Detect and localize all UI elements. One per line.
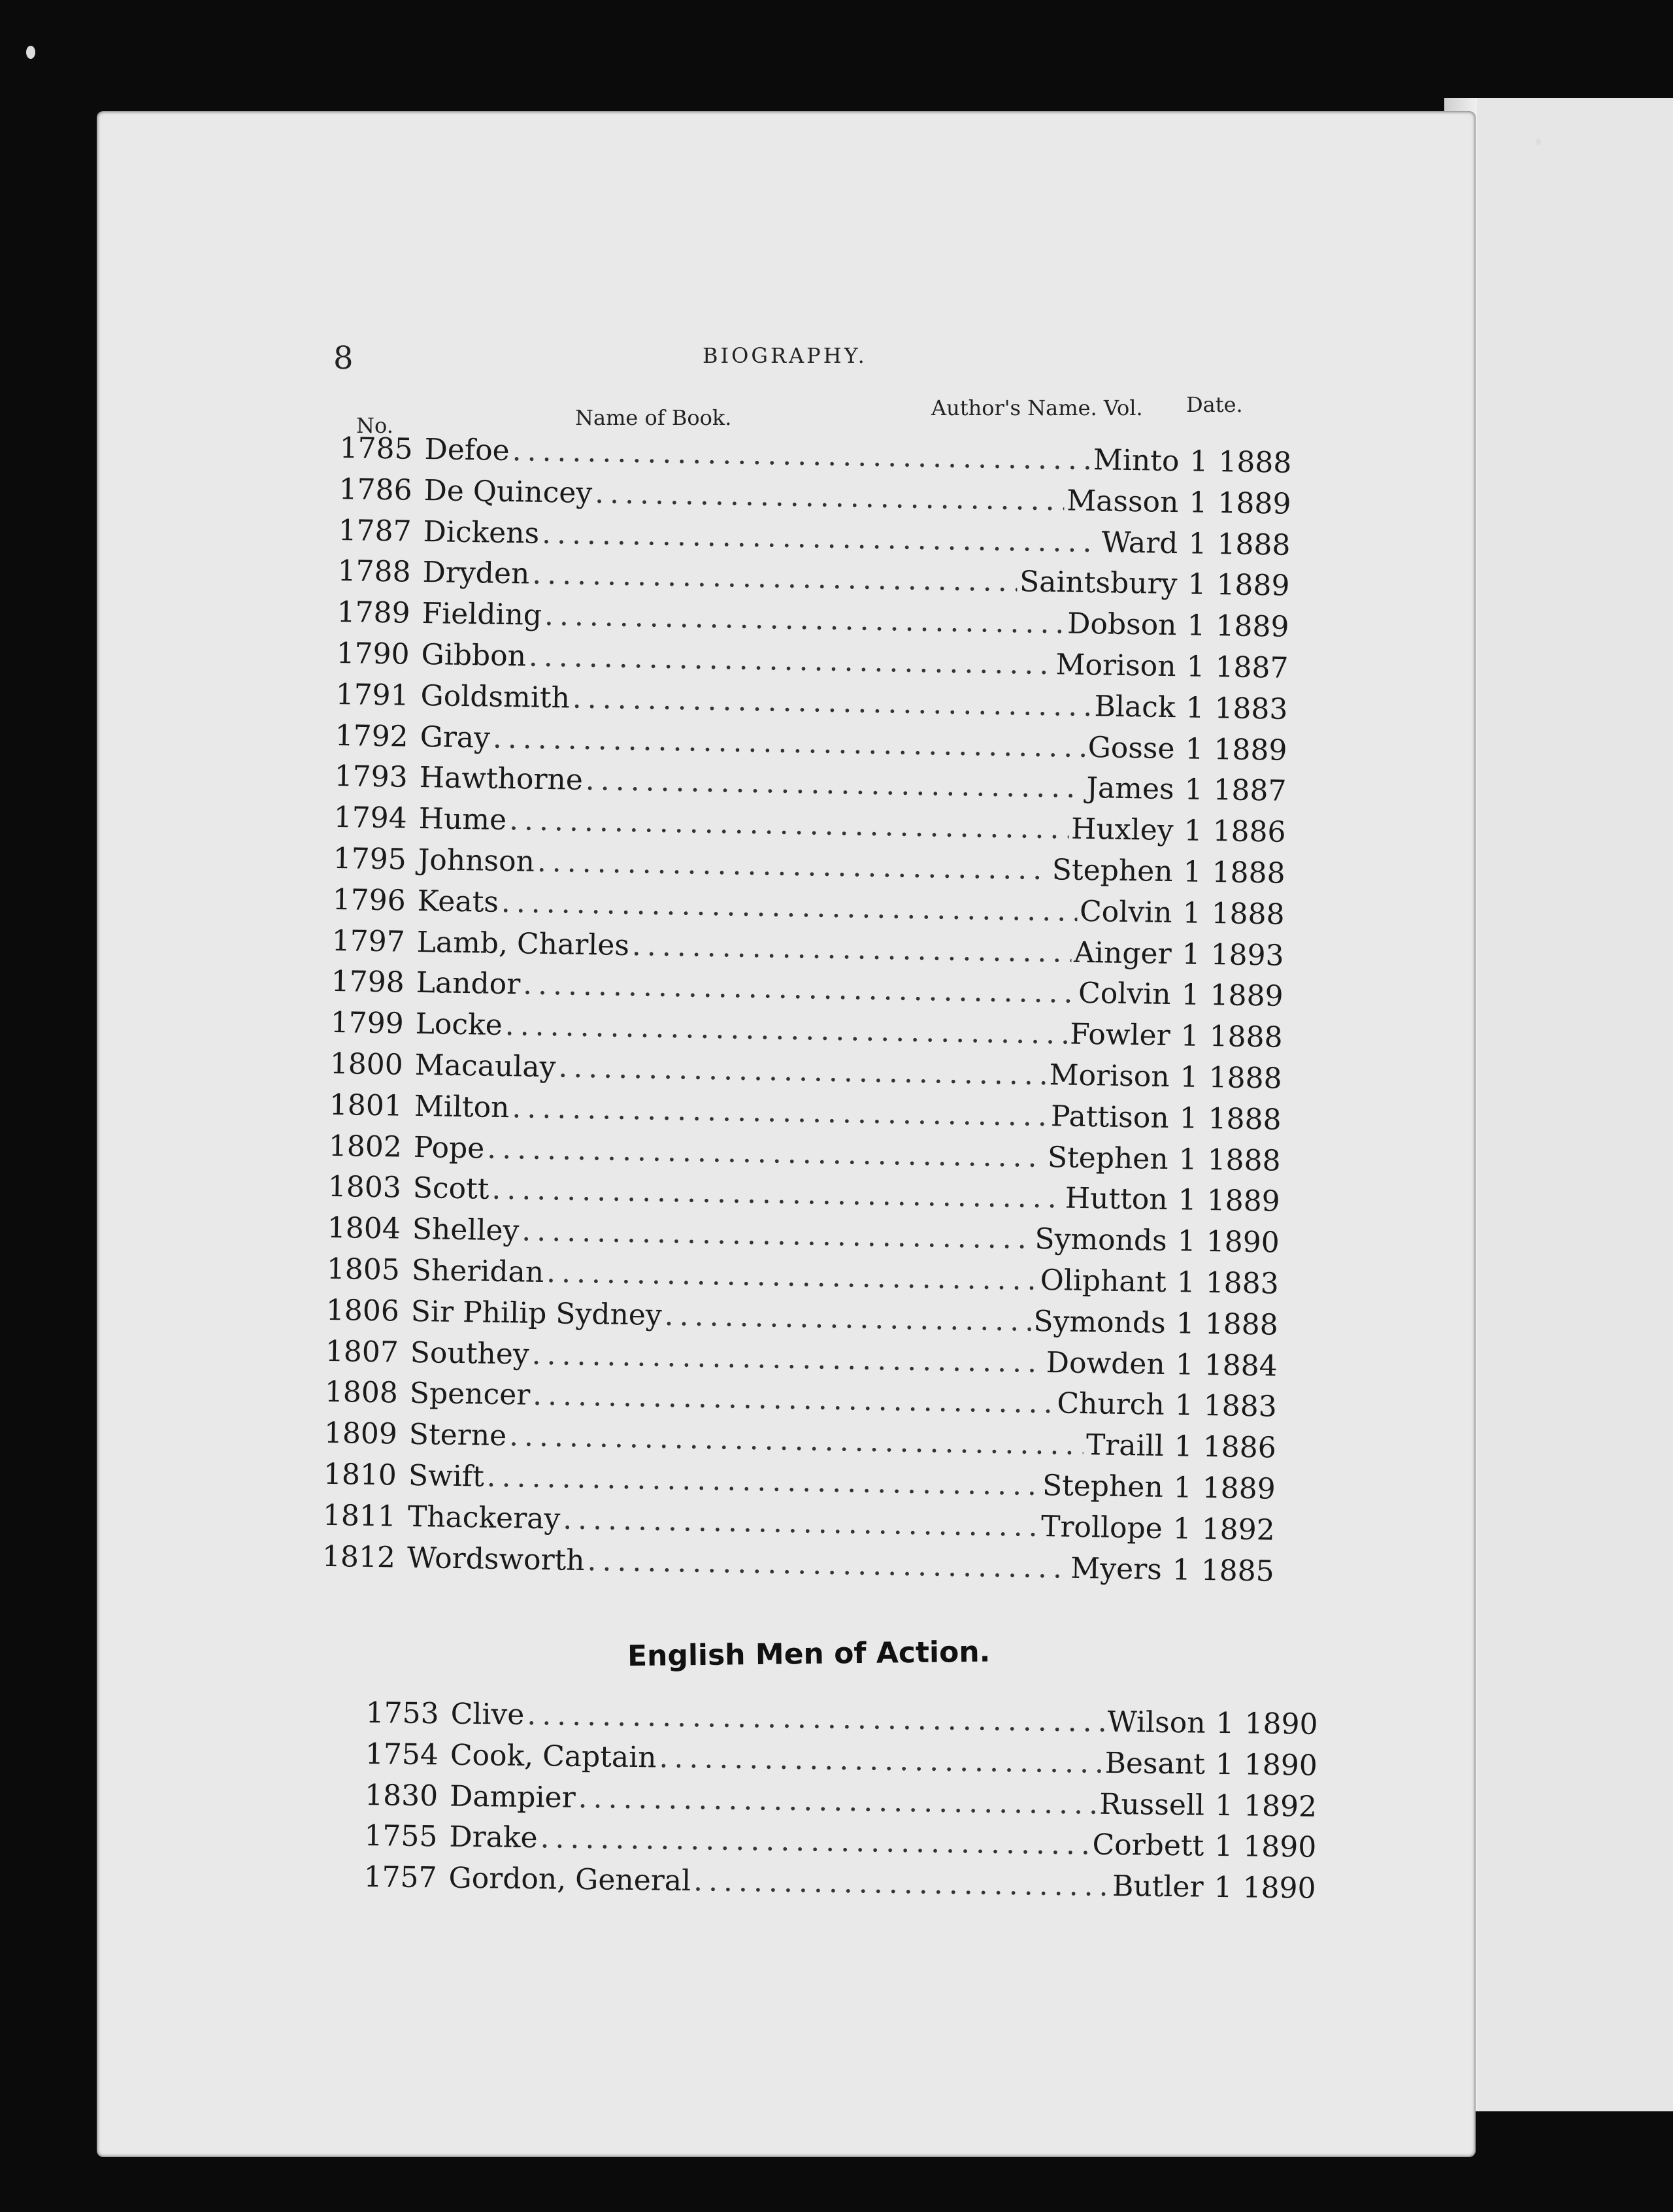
- entry-number: 1797: [331, 924, 406, 959]
- entry-number: 1796: [332, 882, 406, 918]
- author-name: Oliphant: [1040, 1263, 1167, 1299]
- author-name: Morison: [1055, 648, 1176, 684]
- volume-count: 1: [1180, 1060, 1199, 1094]
- leader-dots: [546, 1256, 1038, 1297]
- author-name: Black: [1094, 689, 1176, 724]
- book-name: Milton: [414, 1089, 510, 1124]
- publication-date: 1889: [1214, 732, 1287, 767]
- volume-count: 1: [1185, 731, 1204, 766]
- leader-dots: [563, 1502, 1039, 1543]
- entry-number: 1786: [339, 472, 412, 507]
- column-header-name: Name of Book.: [575, 405, 732, 430]
- author-name: Colvin: [1079, 894, 1172, 930]
- author-name: Church: [1057, 1386, 1165, 1422]
- entry-number: 1812: [322, 1539, 396, 1575]
- publication-date: 1883: [1214, 691, 1288, 726]
- book-name: Cook, Captain: [450, 1738, 657, 1775]
- volume-count: 1: [1176, 1307, 1195, 1341]
- publication-date: 1890: [1244, 1748, 1318, 1783]
- publication-date: 1888: [1204, 1307, 1279, 1342]
- publication-date: 1890: [1242, 1830, 1317, 1865]
- book-name: Keats: [417, 884, 499, 919]
- entry-number: 1754: [365, 1737, 439, 1772]
- author-name: Ainger: [1073, 935, 1172, 971]
- author-name: Masson: [1066, 484, 1179, 519]
- volume-count: 1: [1186, 650, 1205, 684]
- publication-date: 1887: [1213, 773, 1287, 809]
- publication-date: 1888: [1218, 445, 1292, 480]
- leader-dots: [664, 1299, 1031, 1338]
- author-name: Ward: [1101, 525, 1178, 560]
- leader-dots: [595, 477, 1065, 517]
- volume-count: 1: [1189, 486, 1208, 520]
- publication-date: 1892: [1201, 1512, 1276, 1547]
- author-name: Stephen: [1052, 853, 1173, 889]
- book-name: Lamb, Charles: [416, 925, 630, 962]
- publication-date: 1889: [1217, 486, 1291, 521]
- volume-count: 1: [1182, 896, 1201, 930]
- volume-count: 1: [1173, 1471, 1193, 1505]
- volume-count: 1: [1176, 1265, 1196, 1299]
- leader-dots: [537, 845, 1050, 886]
- publication-date: 1888: [1208, 1101, 1282, 1137]
- leader-dots: [527, 1698, 1105, 1739]
- volume-count: 1: [1185, 691, 1204, 725]
- author-name: Huxley: [1070, 812, 1174, 848]
- publication-date: 1890: [1242, 1871, 1316, 1905]
- author-name: Trollope: [1040, 1509, 1163, 1545]
- author-name: Gosse: [1087, 730, 1175, 765]
- book-name: Scott: [412, 1171, 489, 1207]
- volume-count: 1: [1180, 1019, 1200, 1053]
- book-name: Sheridan: [411, 1253, 544, 1289]
- entry-number: 1811: [322, 1498, 397, 1533]
- publication-date: 1888: [1217, 527, 1291, 562]
- book-name: Landor: [416, 966, 521, 1001]
- book-name: Johnson: [418, 843, 535, 879]
- entry-number: 1805: [326, 1252, 401, 1287]
- book-name: Pope: [413, 1130, 485, 1165]
- volume-count: 1: [1214, 1788, 1234, 1822]
- volume-count: 1: [1183, 855, 1202, 889]
- book-name: Dampier: [449, 1779, 576, 1815]
- entry-number: 1810: [323, 1457, 397, 1492]
- volume-count: 1: [1181, 978, 1201, 1013]
- entry-number: 1795: [333, 841, 407, 877]
- volume-count: 1: [1172, 1552, 1191, 1587]
- book-name: Spencer: [409, 1377, 531, 1413]
- book-name: Hume: [418, 802, 507, 837]
- book-name: Gray: [420, 720, 491, 755]
- biography-list: [322, 431, 1292, 1596]
- dust-speck: [1536, 139, 1541, 145]
- book-name: Gibbon: [421, 637, 527, 673]
- book-name: De Quincey: [423, 473, 593, 510]
- book-name: Dickens: [423, 514, 540, 550]
- volume-count: 1: [1214, 1871, 1233, 1905]
- book-name: Swift: [408, 1458, 485, 1494]
- leader-dots: [531, 1337, 1044, 1379]
- author-name: Russell: [1099, 1787, 1205, 1822]
- author-name: Symonds: [1033, 1304, 1167, 1340]
- author-name: Morison: [1049, 1058, 1170, 1094]
- publication-date: 1885: [1201, 1553, 1275, 1588]
- publication-date: 1888: [1208, 1060, 1283, 1096]
- volume-count: 1: [1189, 444, 1208, 478]
- entry-number: 1830: [364, 1778, 439, 1813]
- entry-number: 1809: [323, 1416, 398, 1451]
- volume-count: 1: [1184, 773, 1203, 807]
- entry-number: 1804: [327, 1211, 401, 1246]
- author-name: Fowler: [1069, 1017, 1171, 1053]
- entry-number: 1787: [338, 513, 412, 548]
- volume-count: 1: [1187, 609, 1206, 643]
- entry-number: 1799: [330, 1006, 405, 1041]
- volume-count: 1: [1184, 814, 1202, 848]
- author-name: Traill: [1085, 1428, 1165, 1464]
- running-head: BIOGRAPHY.: [703, 343, 867, 368]
- leader-dots: [659, 1741, 1102, 1779]
- section-heading: English Men of Action.: [627, 1635, 991, 1673]
- book-name: Thackeray: [407, 1500, 561, 1536]
- leader-dots: [522, 1215, 1033, 1256]
- author-name: Wilson: [1107, 1705, 1206, 1740]
- entry-number: 1806: [325, 1293, 400, 1328]
- book-name: Hawthorne: [419, 761, 584, 797]
- volume-count: 1: [1175, 1347, 1195, 1382]
- publication-date: 1883: [1203, 1389, 1278, 1424]
- author-name: Dobson: [1067, 607, 1177, 643]
- author-name: Stephen: [1047, 1140, 1169, 1176]
- author-name: Dowden: [1046, 1345, 1166, 1381]
- dust-speck: [26, 46, 35, 59]
- publication-date: 1888: [1211, 896, 1285, 931]
- volume-count: 1: [1174, 1430, 1193, 1464]
- volume-count: 1: [1188, 527, 1207, 561]
- entry-number: 1801: [329, 1088, 403, 1123]
- entry-number: 1788: [337, 554, 412, 590]
- volume-count: 1: [1182, 937, 1201, 971]
- leader-dots: [558, 1050, 1047, 1092]
- volume-count: 1: [1178, 1183, 1197, 1218]
- volume-count: 1: [1179, 1101, 1199, 1135]
- entry-number: 1808: [324, 1375, 399, 1410]
- book-name: Drake: [449, 1820, 538, 1855]
- author-name: Colvin: [1078, 977, 1172, 1012]
- entry-number: 1790: [336, 636, 410, 671]
- publication-date: 1890: [1244, 1707, 1318, 1741]
- author-name: James: [1085, 771, 1174, 807]
- publication-date: 1888: [1212, 856, 1285, 890]
- leader-dots: [578, 1781, 1097, 1821]
- volume-count: 1: [1172, 1511, 1192, 1546]
- book-name: Sterne: [408, 1417, 507, 1453]
- volume-count: 1: [1174, 1388, 1194, 1423]
- column-header-no: No.: [356, 413, 393, 438]
- book-name: Fielding: [422, 597, 542, 633]
- entry-number: 1791: [335, 677, 410, 712]
- page-number: 8: [333, 340, 354, 377]
- author-name: Minto: [1093, 443, 1180, 478]
- column-header-date: Date.: [1186, 392, 1243, 417]
- entry-number: 1803: [327, 1170, 402, 1205]
- entry-number: 1800: [329, 1047, 404, 1082]
- author-name: Myers: [1070, 1551, 1163, 1586]
- book-name: Clive: [450, 1697, 525, 1732]
- publication-date: 1889: [1202, 1471, 1276, 1506]
- entry-number: 1793: [334, 760, 408, 795]
- book-name: Sir Philip Sydney: [410, 1294, 663, 1332]
- publication-date: 1889: [1210, 979, 1284, 1014]
- author-name: Corbett: [1092, 1828, 1204, 1864]
- leader-dots: [540, 1822, 1090, 1862]
- book-name: Wordsworth: [406, 1541, 586, 1577]
- publication-date: 1888: [1209, 1020, 1283, 1054]
- book-name: Defoe: [424, 433, 510, 468]
- column-header-author-vol: Author's Name. Vol.: [931, 395, 1143, 420]
- publication-date: 1884: [1204, 1348, 1278, 1383]
- entry-number: 1798: [331, 965, 405, 1000]
- facing-page-edge: [1470, 98, 1673, 2111]
- book-name: Macaulay: [414, 1048, 556, 1084]
- publication-date: 1887: [1215, 650, 1289, 685]
- author-name: Saintsbury: [1019, 565, 1178, 601]
- publication-date: 1890: [1206, 1225, 1280, 1260]
- author-name: Besant: [1104, 1746, 1206, 1781]
- book-name: Shelley: [412, 1213, 520, 1248]
- book-name: Gordon, General: [448, 1861, 691, 1898]
- volume-count: 1: [1177, 1224, 1197, 1258]
- leader-dots: [693, 1864, 1110, 1903]
- publication-date: 1883: [1205, 1265, 1280, 1301]
- entry-number: 1789: [337, 595, 411, 630]
- leader-dots: [587, 1544, 1068, 1585]
- author-name: Pattison: [1050, 1099, 1170, 1135]
- publication-date: 1892: [1243, 1789, 1317, 1824]
- author-name: Symonds: [1035, 1222, 1168, 1258]
- entry-number: 1802: [328, 1129, 403, 1164]
- author-name: Butler: [1112, 1869, 1204, 1904]
- entry-number: 1753: [365, 1696, 439, 1731]
- book-name: Goldsmith: [420, 679, 571, 715]
- publication-date: 1889: [1216, 568, 1290, 603]
- volume-count: 1: [1215, 1747, 1234, 1782]
- entry-number: 1785: [339, 431, 413, 466]
- leader-dots: [585, 763, 1084, 805]
- entry-number: 1794: [333, 801, 408, 835]
- book-name: Southey: [410, 1335, 530, 1371]
- publication-date: 1886: [1212, 814, 1286, 849]
- publication-date: 1893: [1210, 937, 1284, 973]
- volume-count: 1: [1187, 567, 1206, 602]
- men-of-action-list: [363, 1696, 1318, 1913]
- publication-date: 1888: [1207, 1143, 1282, 1178]
- author-name: Stephen: [1042, 1469, 1164, 1504]
- volume-count: 1: [1214, 1830, 1233, 1864]
- entry-number: 1755: [364, 1819, 438, 1854]
- publication-date: 1886: [1202, 1430, 1277, 1465]
- entry-number: 1757: [363, 1860, 437, 1895]
- leader-dots: [632, 929, 1072, 969]
- volume-count: 1: [1216, 1706, 1234, 1741]
- entry-number: 1807: [325, 1334, 399, 1369]
- entry-number: 1792: [335, 718, 409, 754]
- book-name: Locke: [415, 1007, 503, 1043]
- volume-count: 1: [1178, 1142, 1198, 1177]
- leader-dots: [532, 558, 1018, 599]
- book-name: Dryden: [422, 556, 530, 591]
- author-name: Hutton: [1065, 1181, 1168, 1217]
- publication-date: 1889: [1206, 1184, 1281, 1219]
- publication-date: 1889: [1216, 609, 1289, 645]
